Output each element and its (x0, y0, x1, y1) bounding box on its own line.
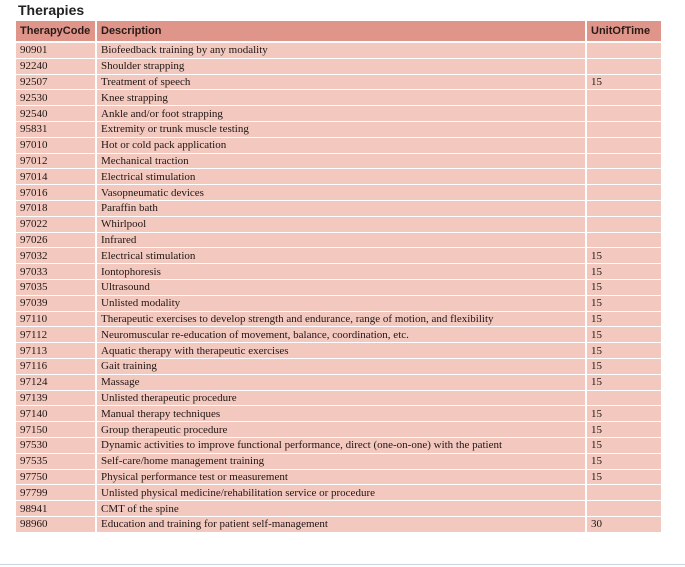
table-row (16, 58, 661, 74)
table-row (16, 137, 661, 153)
therapy-code-cell: 95831 (16, 121, 96, 137)
unit-of-time-cell (586, 485, 661, 501)
unit-of-time-cell (586, 90, 661, 106)
table-row (16, 437, 661, 453)
table-row (16, 264, 661, 280)
description-cell: Shoulder strapping (96, 58, 586, 74)
therapy-code-cell: 97112 (16, 327, 96, 343)
table-row (16, 232, 661, 248)
column-header-unit-of-time[interactable]: UnitOfTime (586, 21, 661, 42)
unit-of-time-cell (586, 58, 661, 74)
table-row (16, 216, 661, 232)
description-cell: Neuromuscular re-education of movement, balance, coordination, etc. (96, 327, 586, 343)
table-row (16, 453, 661, 469)
description-cell: Gait training (96, 358, 586, 374)
therapy-code-cell: 97039 (16, 295, 96, 311)
description-cell: Paraffin bath (96, 200, 586, 216)
table-body (16, 42, 661, 532)
unit-of-time-cell: 15 (586, 453, 661, 469)
therapy-code-cell: 97012 (16, 153, 96, 169)
unit-of-time-cell (586, 121, 661, 137)
description-cell: Whirlpool (96, 216, 586, 232)
therapy-code-cell: 97026 (16, 232, 96, 248)
therapy-code-cell: 92507 (16, 74, 96, 90)
description-cell: Infrared (96, 232, 586, 248)
therapy-code-cell: 97010 (16, 137, 96, 153)
description-cell: Unlisted physical medicine/rehabilitation service or procedure (96, 485, 586, 501)
column-header-therapy-code[interactable]: TherapyCode (16, 21, 96, 42)
unit-of-time-cell: 15 (586, 406, 661, 422)
therapy-code-cell: 97750 (16, 469, 96, 485)
table-row (16, 374, 661, 390)
table-row (16, 121, 661, 137)
therapy-code-cell: 97799 (16, 485, 96, 501)
unit-of-time-cell (586, 137, 661, 153)
therapy-code-cell: 92530 (16, 90, 96, 106)
description-cell: Knee strapping (96, 90, 586, 106)
table-row (16, 90, 661, 106)
table-row (16, 390, 661, 406)
description-cell: Electrical stimulation (96, 169, 586, 185)
table-row (16, 469, 661, 485)
unit-of-time-cell: 15 (586, 264, 661, 280)
therapies-table (16, 21, 661, 533)
therapy-code-cell: 97014 (16, 169, 96, 185)
unit-of-time-cell (586, 232, 661, 248)
therapy-code-cell: 97016 (16, 185, 96, 201)
therapy-code-cell: 97116 (16, 358, 96, 374)
therapy-code-cell: 97022 (16, 216, 96, 232)
description-cell: Physical performance test or measurement (96, 469, 586, 485)
therapy-code-cell: 97113 (16, 343, 96, 359)
table-row (16, 311, 661, 327)
table-title: Therapies (18, 2, 85, 18)
therapy-code-cell: 97530 (16, 437, 96, 453)
description-cell: Electrical stimulation (96, 248, 586, 264)
bottom-divider (0, 564, 685, 565)
table-row (16, 106, 661, 122)
unit-of-time-cell (586, 153, 661, 169)
table-row (16, 358, 661, 374)
unit-of-time-cell: 15 (586, 469, 661, 485)
description-cell: Dynamic activities to improve functional performance, direct (one-on-one) with the patient (96, 437, 586, 453)
table-row (16, 327, 661, 343)
therapy-code-cell: 97124 (16, 374, 96, 390)
description-cell: Vasopneumatic devices (96, 185, 586, 201)
description-cell: CMT of the spine (96, 501, 586, 517)
unit-of-time-cell (586, 106, 661, 122)
description-cell: Self-care/home management training (96, 453, 586, 469)
therapy-code-cell: 98960 (16, 516, 96, 532)
description-cell: Therapeutic exercises to develop strength and endurance, range of motion, and flexibility (96, 311, 586, 327)
description-cell: Ultrasound (96, 279, 586, 295)
unit-of-time-cell: 15 (586, 295, 661, 311)
therapy-code-cell: 90901 (16, 42, 96, 58)
unit-of-time-cell: 15 (586, 311, 661, 327)
description-cell: Extremity or trunk muscle testing (96, 121, 586, 137)
description-cell: Hot or cold pack application (96, 137, 586, 153)
table-row (16, 74, 661, 90)
table-row (16, 343, 661, 359)
table-row (16, 406, 661, 422)
therapy-code-cell: 97139 (16, 390, 96, 406)
description-cell: Aquatic therapy with therapeutic exercises (96, 343, 586, 359)
description-cell: Massage (96, 374, 586, 390)
unit-of-time-cell (586, 42, 661, 58)
therapy-code-cell: 97150 (16, 422, 96, 438)
table-row (16, 422, 661, 438)
table-row (16, 279, 661, 295)
description-cell: Biofeedback training by any modality (96, 42, 586, 58)
description-cell: Unlisted modality (96, 295, 586, 311)
unit-of-time-cell: 15 (586, 327, 661, 343)
unit-of-time-cell (586, 169, 661, 185)
therapy-code-cell: 97032 (16, 248, 96, 264)
unit-of-time-cell: 15 (586, 343, 661, 359)
unit-of-time-cell (586, 390, 661, 406)
table-row (16, 200, 661, 216)
header-row (16, 21, 661, 42)
therapy-code-cell: 92540 (16, 106, 96, 122)
therapy-code-cell: 97035 (16, 279, 96, 295)
unit-of-time-cell (586, 185, 661, 201)
unit-of-time-cell: 15 (586, 422, 661, 438)
table-row (16, 248, 661, 264)
unit-of-time-cell (586, 200, 661, 216)
table-row (16, 485, 661, 501)
unit-of-time-cell: 15 (586, 248, 661, 264)
description-cell: Group therapeutic procedure (96, 422, 586, 438)
therapy-code-cell: 92240 (16, 58, 96, 74)
unit-of-time-cell: 15 (586, 358, 661, 374)
table-row (16, 295, 661, 311)
therapy-code-cell: 97018 (16, 200, 96, 216)
description-cell: Treatment of speech (96, 74, 586, 90)
table-row (16, 153, 661, 169)
therapy-code-cell: 97140 (16, 406, 96, 422)
therapy-code-cell: 97033 (16, 264, 96, 280)
unit-of-time-cell: 15 (586, 437, 661, 453)
description-cell: Education and training for patient self-management (96, 516, 586, 532)
description-cell: Iontophoresis (96, 264, 586, 280)
table-row (16, 42, 661, 58)
table-row (16, 501, 661, 517)
table-row (16, 185, 661, 201)
unit-of-time-cell: 15 (586, 74, 661, 90)
table-row (16, 169, 661, 185)
unit-of-time-cell: 15 (586, 279, 661, 295)
therapy-code-cell: 97535 (16, 453, 96, 469)
description-cell: Manual therapy techniques (96, 406, 586, 422)
unit-of-time-cell: 15 (586, 374, 661, 390)
unit-of-time-cell (586, 216, 661, 232)
unit-of-time-cell (586, 501, 661, 517)
table-row (16, 516, 661, 532)
description-cell: Unlisted therapeutic procedure (96, 390, 586, 406)
therapy-code-cell: 98941 (16, 501, 96, 517)
description-cell: Mechanical traction (96, 153, 586, 169)
therapy-code-cell: 97110 (16, 311, 96, 327)
column-header-description[interactable]: Description (96, 21, 586, 42)
description-cell: Ankle and/or foot strapping (96, 106, 586, 122)
unit-of-time-cell: 30 (586, 516, 661, 532)
